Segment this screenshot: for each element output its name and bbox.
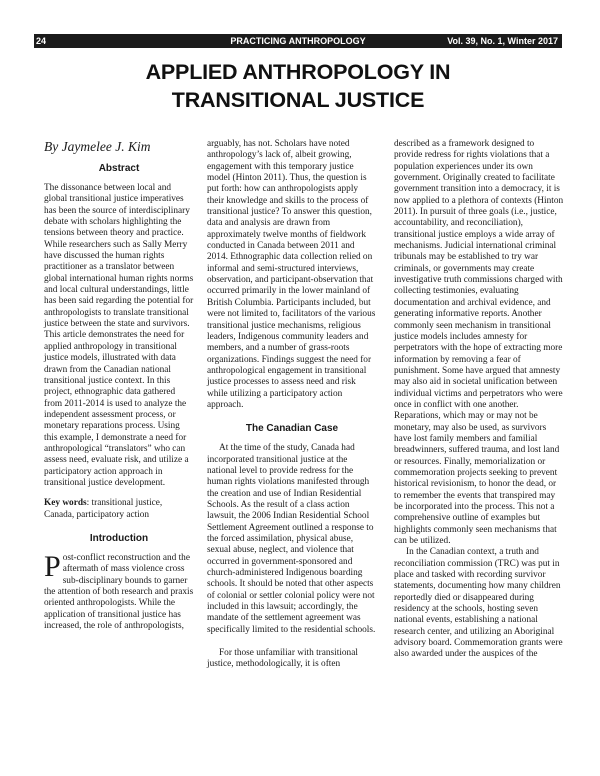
- column-2-paragraph-1: arguably, has not. Scholars have noted anthropology’s lack of, albeit growing, engagement with this temporary justice model (Hinton 2011). Thus, the question is put forth: how can anthropologists apply their knowledge and skills to the process of transitional justice? To answer this question, data and analysis are drawn from approximately twelve months of fieldwork conducted in Canada between 2011 and 2014. Ethnographic data collection relied on informal and semi-structured interviews, observation, and participant-observation that occurred primarily in the lower mainland of British Columbia. Participants included, but were not limited to, facilitators of the various transitional justice mechanisms, religious leaders, Indigenous community leaders and members, and a number of grass-roots organizations. Findings suggest the need for anthropological engagement in transitional justice processes to assess need and risk while utilizing a participatory action approach.: [207, 139, 376, 410]
- page-number: 24: [36, 36, 47, 46]
- column-3: [394, 139, 564, 661]
- column-1: [44, 139, 194, 632]
- column-2-paragraph-2: At the time of the study, Canada had incorporated transitional justice at the national level to provide redress for the human rights violations manifested through the creation and use of Indian Residential Schools. As the result of a class action lawsuit, the 2006 Indian Residential School Settlement Agreement outlined a response to the forced assimilation, physical abuse, sexual abuse, neglect, and violence that occurred in government-sponsored and church-administered Indigenous boarding schools. It should be noted that other aspects of colonial or settler colonial policy were not included in this lawsuit; accordingly, the mandate of the settlement agreement was specifically limited to the residential schools.: [207, 443, 376, 635]
- column-3-paragraph-2: In the Canadian context, a truth and reconciliation commission (TRC) was put in place and tasked with recording survivor statements, documenting how many children reportedly died or disappeared during residency at the schools, hosting seven national events, establishing a national research center, and utilizing an Aboriginal advisory board. Commemoration grants were also awarded under the auspices of the: [394, 547, 563, 660]
- abstract-heading: Abstract: [98, 163, 140, 174]
- introduction-heading: Introduction: [89, 532, 149, 544]
- keywords: [44, 498, 194, 521]
- column-2: [207, 139, 377, 671]
- running-header: [34, 34, 562, 48]
- canadian-case-heading: The Canadian Case: [245, 423, 339, 435]
- keywords-text: : transitional justice, Canada, participatory action: [44, 498, 163, 520]
- volume-info: Vol. 39, No. 1, Winter 2017: [447, 36, 558, 46]
- introduction-text: [44, 549, 194, 632]
- column-2-paragraph-3: For those unfamiliar with transitional justice, methodologically, it is often: [207, 648, 358, 670]
- introduction-body: ost-conflict reconstruction and the aftermath of mass violence cross sub-disciplinary bounds to garner the attention of both research and praxis oriented anthropologists. While the application of transitional justice has increased, the role of anthropologists,: [44, 552, 194, 632]
- journal-name: PRACTICING ANTHROPOLOGY: [230, 36, 366, 46]
- title-line-2: TRANSITIONAL JUSTICE: [171, 88, 425, 112]
- keywords-label: Key words: [44, 498, 87, 509]
- drop-cap: P: [44, 549, 61, 583]
- abstract-text: The dissonance between local and global transitional justice imperatives has been the source of interdisciplinary debate with scholars highlighting the tensions between theory and practice. While researchers such as Sally Merry have discussed the human rights practitioner as a translator between global international human rights norms and local cultural understandings, little has been said regarding the potential for anthropologists to translate transitional justice between the state and survivors. This article demonstrates the need for applied anthropology in transitional justice models, illustrated with data drawn from the Canadian national transitional justice context. In this project, ethnographic data gathered from 2011-2014 is used to analyze the independent assessment process, or monetary reparations process. Using this example, I demonstrate a need for anthropological “translators” who can assess need, evaluate risk, and utilize a participatory action approach in transitional justice development.: [44, 183, 194, 488]
- column-3-paragraph-1: described as a framework designed to provide redress for rights violations that a population experiences under its own government. Originally created to facilitate government transition into a democracy, it is now applied to a plethora of contexts (Hinton 2011). In pursuit of three goals (i.e., justice, accountability, and reconciliation), transitional justice employs a wide array of mechanisms. Judicial international criminal tribunals may be established to try war criminals, or governments may create investigative truth commissions charged with collecting testimonies, evaluating documentation and archival evidence, and generating informative reports. Another commonly seen mechanism in transitional justice models includes amnesty for perpetrators with the hope of extracting more information by removing a fear of punishment. Some have argued that amnesty may also aid in societal unification between individual victims and perpetrators who were once in conflict with one another. Reparations, which may or may not be monetary, may also be used, as survivors have lost family members and familial breadwinners, suffered trauma, and lost land or resources. Finally, memorialization or commemoration projects seeking to prevent historical revisionism, to honor the dead, or to remember the events that transpired may be incorporated into the process. This not a comprehensive outline of examples but highlights commonly seen mechanisms that can be utilized.: [394, 139, 564, 547]
- title-line-1: APPLIED ANTHROPOLOGY IN: [145, 60, 451, 84]
- article-title: [34, 58, 562, 114]
- author-byline: By Jaymelee J. Kim: [44, 139, 151, 154]
